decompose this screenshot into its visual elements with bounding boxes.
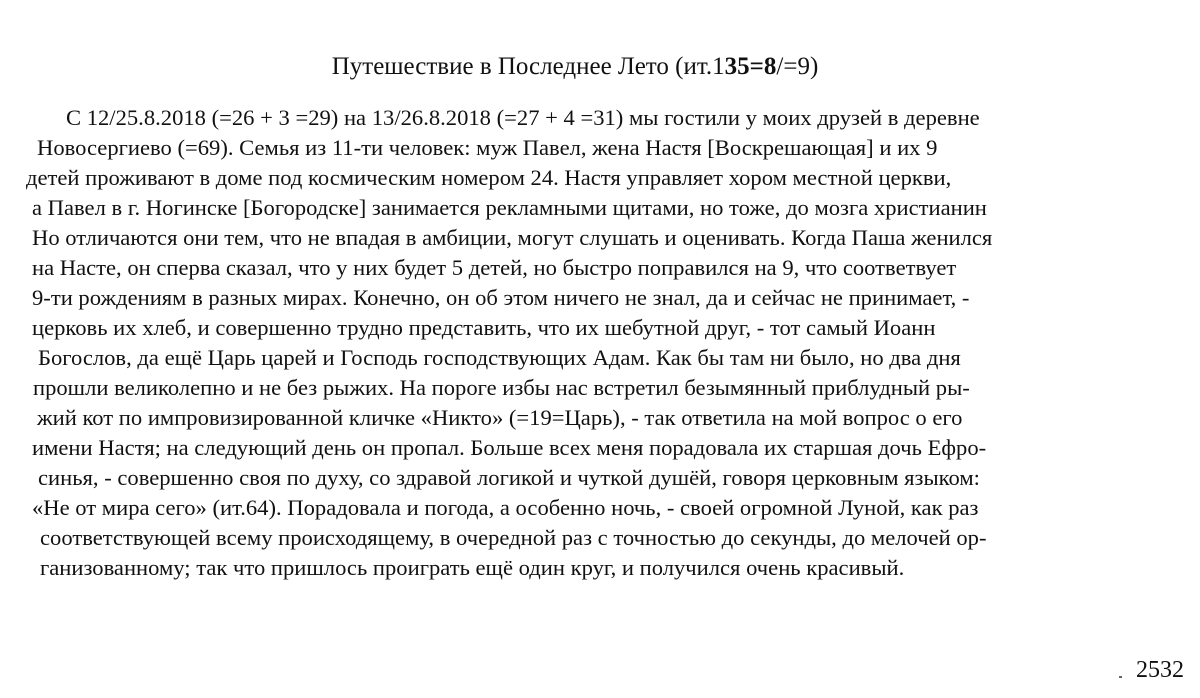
text-line: церковь их хлеб, и совершенно трудно представить, что их шебутной друг, - тот самый Иоанн xyxy=(32,315,936,340)
text-line: детей проживают в доме под космическим номером 24. Настя управляет хором местной церкви, xyxy=(26,165,952,190)
text-line: ганизованному; так что пришлось проиграть ещё один круг, и получился очень красивый. xyxy=(40,555,905,580)
page-number: 2532 xyxy=(1136,657,1184,683)
text-line: Новосергиево (=69). Семья из 11-ти человек: муж Павел, жена Настя [Воскрешающая] и их 9 xyxy=(37,135,938,160)
document-title xyxy=(0,50,1150,84)
text-line: прошли великолепно и не без рыжих. На пороге избы нас встретил безымянный приблудный ры- xyxy=(33,375,970,400)
page-mark xyxy=(1119,676,1122,678)
title-bold: 35=8 xyxy=(724,53,777,80)
text-line: «Не от мира сего» (ит.64). Порадовала и погода, а особенно ночь, - своей огромной Луной, как раз xyxy=(32,495,979,520)
text-line: Богослов, да ещё Царь царей и Господь господствующих Адам. Как бы там ни было, но два дня xyxy=(38,345,961,370)
text-line: жий кот по импровизированной кличке «Никто» (=19=Царь), - так ответила на мой вопрос о его xyxy=(37,405,963,430)
title-suffix: /=9) xyxy=(776,53,819,80)
text-line: соответствующей всему происходящему, в очередной раз с точностью до секунды, до мелочей ор- xyxy=(40,525,987,550)
text-line: Но отличаются они тем, что не впадая в амбиции, могут слушать и оценивать. Когда Паша женился xyxy=(32,225,993,250)
text-line: С 12/25.8.2018 (=26 + 3 =29) на 13/26.8.2018 (=27 + 4 =31) мы гостили у моих друзей в деревне xyxy=(66,105,980,130)
text-line: а Павел в г. Ногинске [Богородске] занимается рекламными щитами, но тоже, до мозга христианин xyxy=(32,195,987,220)
text-line: 9-ти рождениям в разных мирах. Конечно, он об этом ничего не знал, да и сейчас не принимает, - xyxy=(32,285,970,310)
title-prefix: Путешествие в Последнее Лето (ит.1 xyxy=(331,53,725,80)
text-line: синья, - совершенно своя по духу, со здравой логикой и чуткой душёй, говоря церковным языком: xyxy=(38,465,980,490)
text-line: на Насте, он сперва сказал, что у них будет 5 детей, но быстро поправился на 9, что соответвует xyxy=(32,255,957,280)
text-line: имени Настя; на следующий день он пропал. Больше всех меня порадовала их старшая дочь Ефро- xyxy=(32,435,987,460)
